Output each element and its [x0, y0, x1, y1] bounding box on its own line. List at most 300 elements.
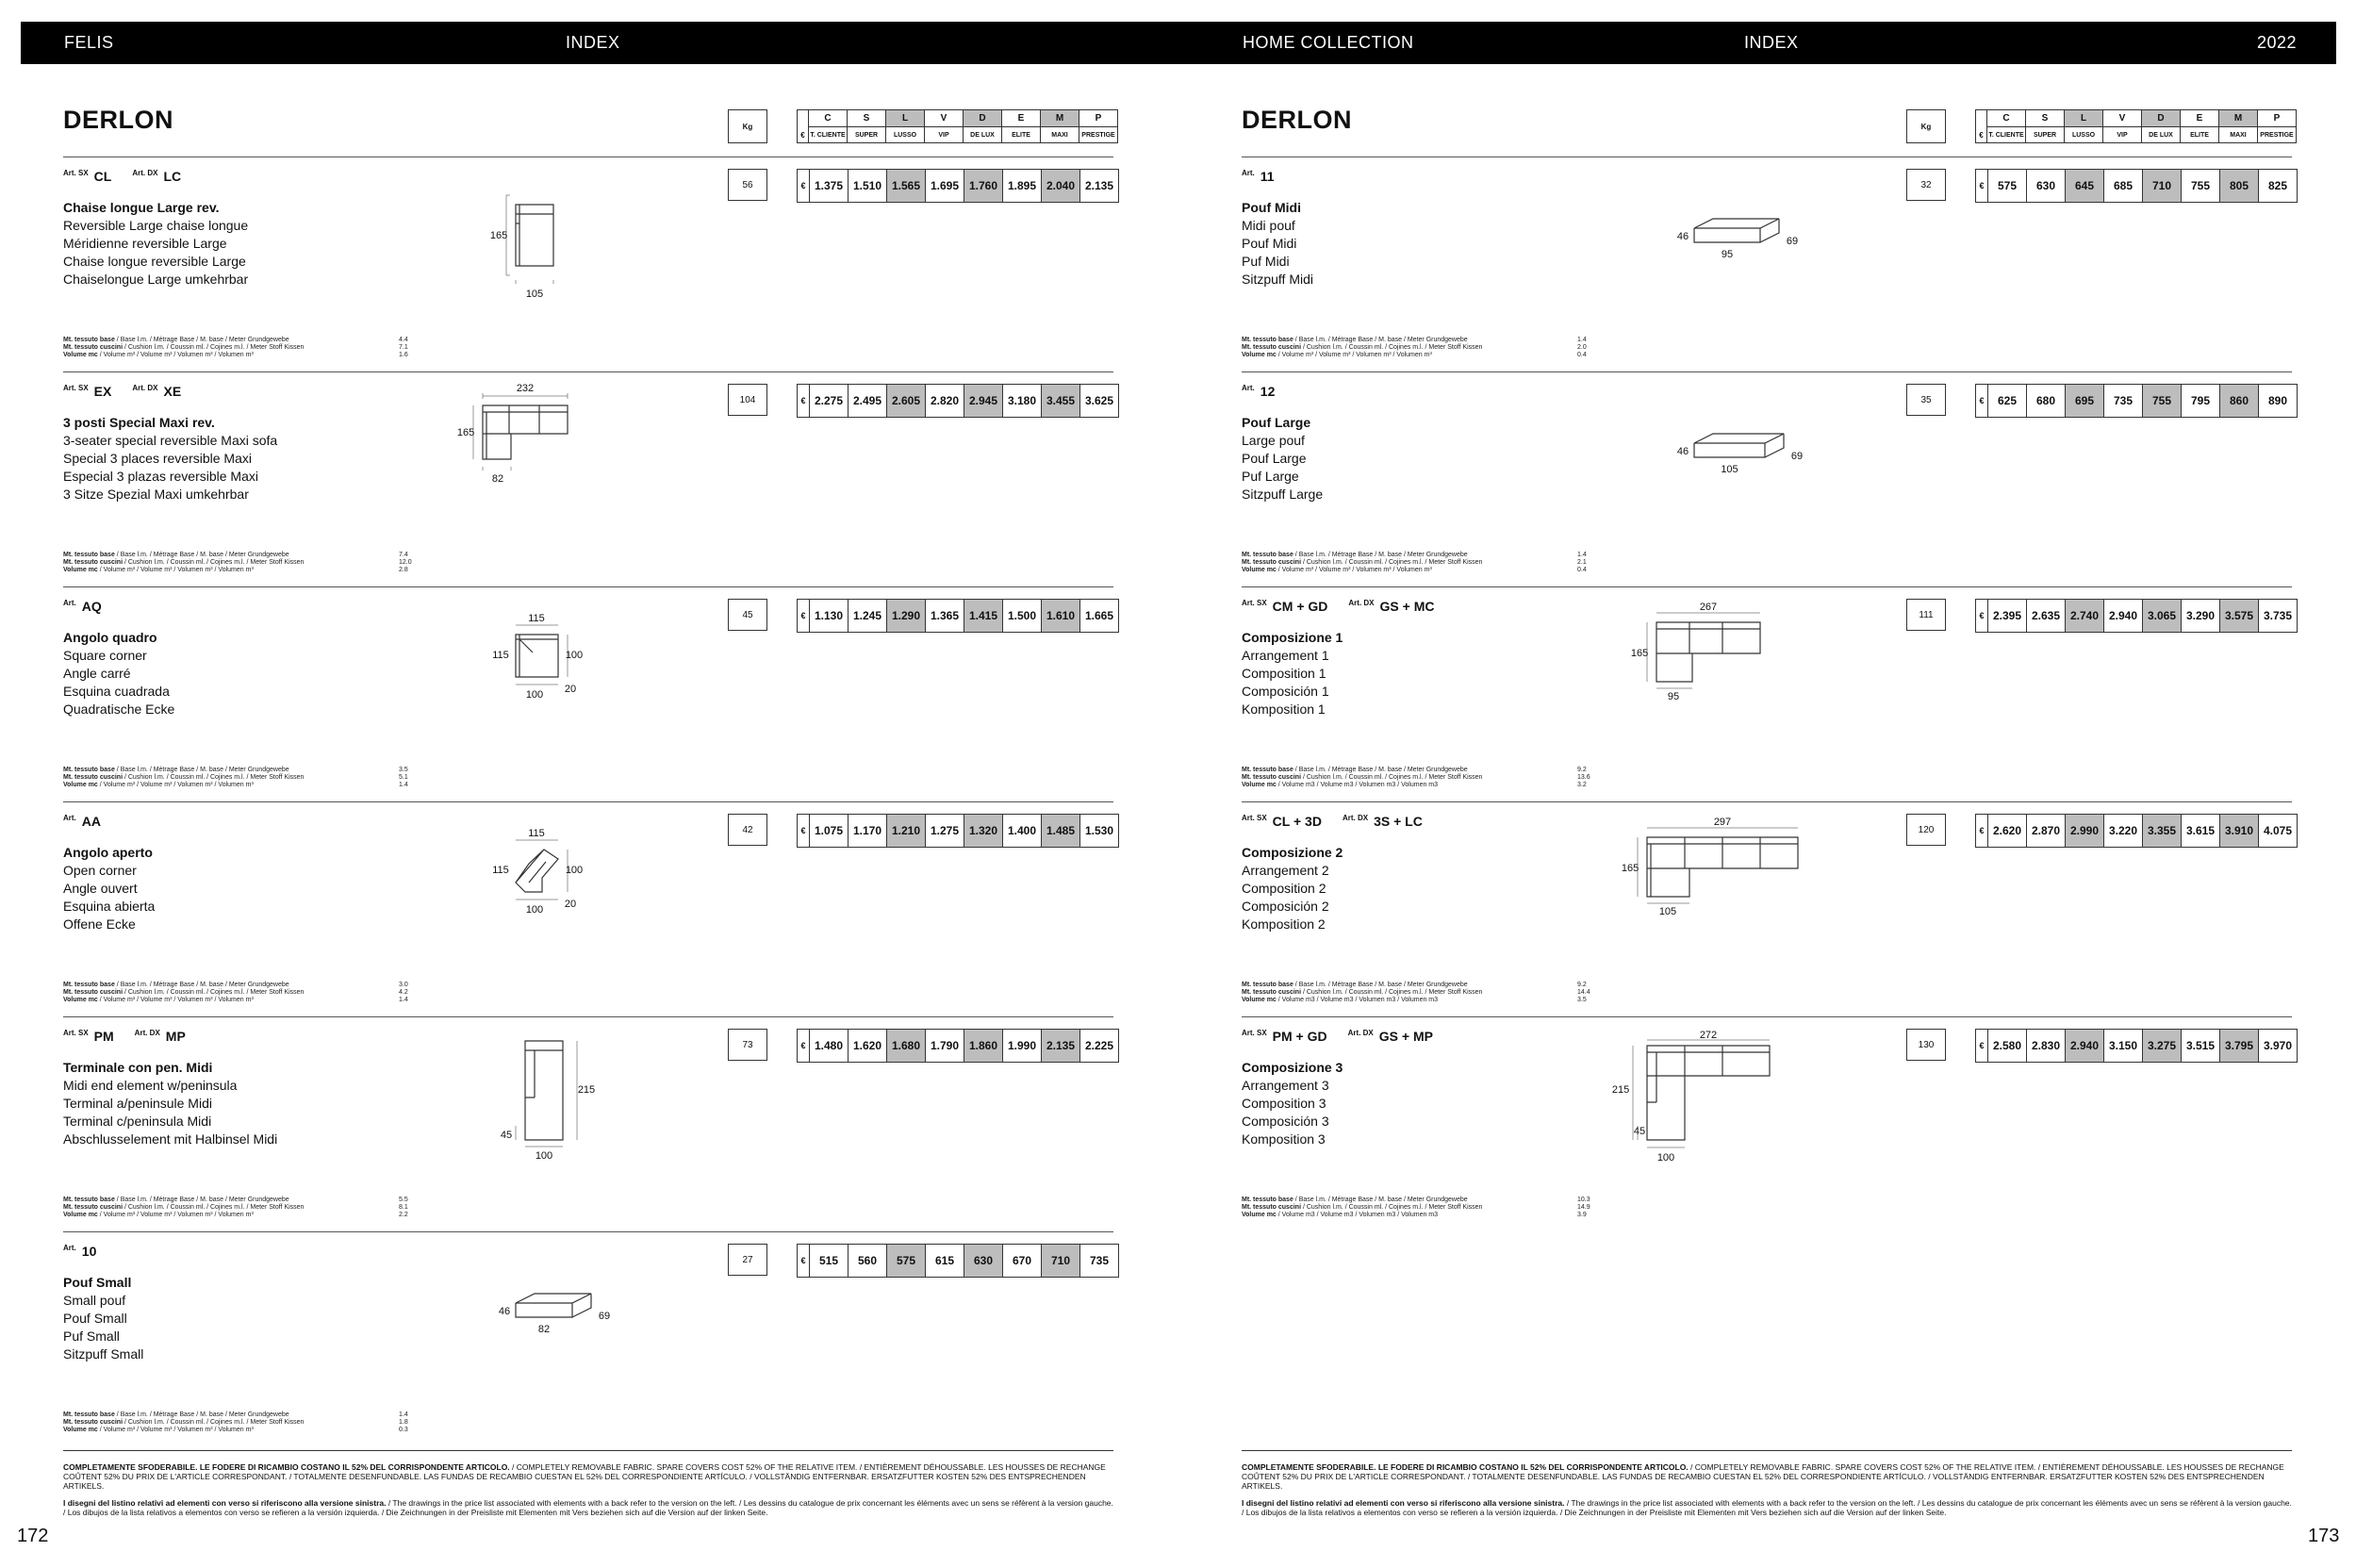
- dimension-label: 105: [1721, 464, 1738, 475]
- fabric-label: Mt. tessuto base / Base l.m. / Métrage Base / M. base / Meter Grundgewebe: [63, 337, 289, 343]
- price-row: [797, 1244, 1119, 1278]
- fabric-label: Mt. tessuto base / Base l.m. / Métrage Base / M. base / Meter Grundgewebe: [63, 1197, 289, 1203]
- product-drawing: [1621, 817, 1817, 949]
- price-c: 625: [1988, 385, 2027, 417]
- euro-sign: €: [798, 1030, 810, 1062]
- fabric-value: 10.3: [1577, 1197, 1590, 1203]
- product-drawing: [497, 1032, 610, 1173]
- product-translation: Esquina abierta: [63, 899, 156, 914]
- fabric-value: 0.4: [1577, 567, 1587, 573]
- fabric-value: 1.8: [399, 1419, 408, 1426]
- price-l: 1.290: [887, 600, 926, 632]
- right-index-label: INDEX: [1744, 33, 1799, 52]
- price-row: [1975, 814, 2298, 848]
- price-e: 3.615: [2182, 815, 2220, 847]
- dimension-label: 69: [1786, 236, 1799, 247]
- tier-header-s: S SUPER: [2026, 110, 2065, 142]
- weight-kg: 111: [1906, 599, 1946, 631]
- price-p: 1.530: [1084, 824, 1114, 837]
- weight-kg: 35: [1906, 384, 1946, 416]
- price-v: 615: [926, 1245, 964, 1277]
- fabric-label: Mt. tessuto base / Base l.m. / Métrage Base / M. base / Meter Grundgewebe: [1242, 1197, 1468, 1203]
- article-code: 12: [1260, 384, 1276, 399]
- product-drawing: [1675, 195, 1817, 289]
- price-e: 1.895: [1003, 170, 1042, 202]
- product-row: [63, 1016, 1113, 1232]
- product-translation: Composición 1: [1242, 684, 1329, 699]
- article-label: Art. SX: [63, 1029, 89, 1037]
- fabric-label: Mt. tessuto cuscini / Cushion l.m. / Coussin ml. / Cojines m.l. / Meter Stoff Kissen: [63, 1419, 305, 1426]
- product-row: [1242, 157, 2292, 372]
- drawings-note: I disegni del listino relativi ad elementi con verso si riferiscono alla versione sinistra. / The drawings in the price list associated with elements with a back refer to the version on the left. / Les dessins du catalogue de prix concernant les éléments avec un sens se réfèrent à la version gauche. / Los dibujos de la lista relativos a elementos con verso se refieren a la versión izquierda. / Die Zeichnungen in der Preisliste mit Elementen mit Vers beziehen sich auf die Version auf der linken Seite.: [63, 1498, 1113, 1517]
- fabric-label: Mt. tessuto base / Base l.m. / Métrage Base / M. base / Meter Grundgewebe: [1242, 552, 1468, 558]
- product-names: [63, 199, 248, 289]
- price-d: 1.415: [964, 600, 1003, 632]
- article-code: AA: [81, 814, 102, 829]
- article-codes: [63, 384, 202, 399]
- product-row: [63, 1231, 1113, 1447]
- fabric-value: 9.2: [1577, 767, 1587, 773]
- weight-kg: 120: [1906, 814, 1946, 846]
- price-row: [797, 599, 1119, 633]
- fabric-value: 1.4: [1577, 552, 1587, 558]
- dimension-label: 46: [1676, 446, 1689, 457]
- price-m: 2.135: [1042, 1030, 1080, 1062]
- price-e: 795: [2182, 385, 2220, 417]
- dimension-label: 115: [528, 828, 545, 839]
- tier-header-p: P PRESTIGE: [2258, 110, 2296, 142]
- product-name: Composizione 2: [1242, 845, 1343, 860]
- weight-kg: 27: [728, 1244, 767, 1276]
- kg-column-header: Kg: [728, 109, 767, 143]
- product-translation: Komposition 1: [1242, 701, 1326, 717]
- fabric-value: 5.1: [399, 774, 408, 781]
- dimension-label: 45: [500, 1130, 513, 1141]
- product-names: [1242, 1059, 1343, 1148]
- weight-kg: 42: [728, 814, 767, 846]
- article-code: CL: [93, 169, 112, 184]
- tier-header-p: P PRESTIGE: [1079, 110, 1117, 142]
- price-row: [797, 384, 1119, 418]
- price-s: 1.170: [848, 815, 887, 847]
- price-v: 2.820: [926, 385, 964, 417]
- fabric-value: 8.1: [399, 1204, 408, 1211]
- fabric-value: 3.5: [399, 767, 408, 773]
- product-translation: Puf Large: [1242, 469, 1299, 484]
- article-code: AQ: [81, 599, 102, 614]
- product-translation: Large pouf: [1242, 433, 1305, 448]
- article-code: CM + GD: [1272, 599, 1328, 614]
- price-row: [797, 169, 1119, 203]
- dimension-label: 215: [1611, 1084, 1630, 1096]
- price-l: 1.565: [887, 170, 926, 202]
- removable-note: COMPLETAMENTE SFODERABILE. LE FODERE DI RICAMBIO COSTANO IL 52% DEL CORRISPONDENTE ARTICOLO. / COMPLETELY REMOVABLE FABRIC. SPARE COVERS COST 52% OF THE RELATIVE ITEM. / ENTIÈREMENT DÉHOUSSABLE. LES HOUSSES DE RECHANGE COÛTENT 52% DU PRIX DE L'ARTICLE CORRESPONDANT. / TOTALMENTE DESENFUNDABLE. LAS FUNDAS DE RECAMBIO CUESTAN EL 52% DEL CORRESPONDIENTE ARTÍCULO. / VOLLSTÄNDIG ENTFERNBAR. ERSATZFUTTER KOSTEN 52% DES ENTSPRECHENDEN ARTIKELS.: [63, 1462, 1106, 1491]
- euro-header: €: [798, 110, 809, 142]
- price-v: 3.220: [2104, 815, 2143, 847]
- product-translation: Square corner: [63, 648, 147, 663]
- product-names: [1242, 414, 1323, 503]
- price-v: 735: [2104, 385, 2143, 417]
- article-code: 10: [81, 1244, 97, 1259]
- price-row: [1975, 1029, 2298, 1063]
- tier-header-l: L LUSSO: [886, 110, 925, 142]
- article-label: Art. SX: [1242, 1029, 1267, 1037]
- price-e: 3.180: [1003, 385, 1042, 417]
- price-d: 710: [2143, 170, 2182, 202]
- series-title: DERLON: [63, 106, 173, 134]
- price-p: 3.625: [1084, 394, 1114, 407]
- price-tier-header: [1975, 109, 2297, 143]
- price-l: 695: [2066, 385, 2104, 417]
- article-codes: [63, 814, 122, 829]
- fabric-value: 13.6: [1577, 774, 1590, 781]
- fabric-value: 3.2: [1577, 782, 1587, 788]
- price-l: 1.680: [887, 1030, 926, 1062]
- fabric-label: Mt. tessuto base / Base l.m. / Métrage Base / M. base / Meter Grundgewebe: [63, 982, 289, 988]
- dimension-label: 215: [577, 1084, 596, 1096]
- price-m: 805: [2220, 170, 2259, 202]
- price-d: 1.860: [964, 1030, 1003, 1062]
- fabric-label: Mt. tessuto cuscini / Cushion l.m. / Coussin ml. / Cojines m.l. / Meter Stoff Kissen: [1242, 1204, 1483, 1211]
- price-s: 1.620: [848, 1030, 887, 1062]
- price-e: 1.990: [1003, 1030, 1042, 1062]
- product-translation: Arrangement 1: [1242, 648, 1329, 663]
- dimension-label: 95: [1667, 691, 1680, 702]
- dimension-label: 100: [565, 865, 584, 876]
- price-m: 3.575: [2220, 600, 2259, 632]
- dimension-label: 100: [525, 689, 544, 701]
- price-p: 3.970: [2263, 1039, 2293, 1052]
- product-translation: Pouf Midi: [1242, 236, 1297, 251]
- article-codes: [63, 169, 202, 184]
- fabric-label: Mt. tessuto cuscini / Cushion l.m. / Coussin ml. / Cojines m.l. / Meter Stoff Kissen: [63, 774, 305, 781]
- euro-sign: €: [1976, 385, 1988, 417]
- euro-sign: €: [1976, 815, 1988, 847]
- product-name: Composizione 1: [1242, 630, 1343, 645]
- fabric-value: 1.6: [399, 352, 408, 358]
- fabric-label: Volume mc / Volume m³ / Volume m³ / Volumen m³ / Volumen m³: [63, 997, 254, 1003]
- product-name: Pouf Large: [1242, 415, 1311, 430]
- fabric-label: Volume mc / Volume m3 / Volume m3 / Volumen m3 / Volumen m3: [1242, 1212, 1439, 1218]
- price-row: [1975, 169, 2298, 203]
- article-code: CL + 3D: [1272, 814, 1322, 829]
- tier-header-c: C T. CLIENTE: [809, 110, 848, 142]
- dimension-label: 20: [564, 684, 577, 695]
- price-p: 3.735: [2263, 609, 2293, 622]
- price-d: 755: [2143, 385, 2182, 417]
- product-drawing: [487, 611, 601, 734]
- price-m: 860: [2220, 385, 2259, 417]
- price-c: 1.375: [810, 170, 848, 202]
- article-code: XE: [163, 384, 182, 399]
- price-s: 560: [848, 1245, 887, 1277]
- tier-header-c: C T. CLIENTE: [1987, 110, 2026, 142]
- fabric-label: Mt. tessuto cuscini / Cushion l.m. / Coussin ml. / Cojines m.l. / Meter Stoff Kissen: [1242, 989, 1483, 996]
- price-p: 1.665: [1084, 609, 1114, 622]
- product-name: Terminale con pen. Midi: [63, 1060, 213, 1075]
- product-translation: Chaise longue reversible Large: [63, 254, 246, 269]
- product-translation: Especial 3 plazas reversible Maxi: [63, 469, 258, 484]
- product-translation: Small pouf: [63, 1293, 126, 1308]
- removable-note: COMPLETAMENTE SFODERABILE. LE FODERE DI RICAMBIO COSTANO IL 52% DEL CORRISPONDENTE ARTICOLO. / COMPLETELY REMOVABLE FABRIC. SPARE COVERS COST 52% OF THE RELATIVE ITEM. / ENTIÈREMENT DÉHOUSSABLE. LES HOUSSES DE RECHANGE COÛTENT 52% DU PRIX DE L'ARTICLE CORRESPONDANT. / TOTALMENTE DESENFUNDABLE. LAS FUNDAS DE RECAMBIO CUESTAN EL 52% DEL CORRESPONDIENTE ARTÍCULO. / VOLLSTÄNDIG ENTFERNBAR. ERSATZFUTTER KOSTEN 52% DES ENTSPRECHENDEN ARTIKELS.: [1242, 1462, 2284, 1491]
- euro-sign: €: [798, 815, 810, 847]
- price-c: 2.620: [1988, 815, 2027, 847]
- article-label: Art. DX: [132, 384, 158, 392]
- fabric-value: 1.4: [1577, 337, 1587, 343]
- product-translation: Midi end element w/peninsula: [63, 1078, 238, 1093]
- product-translation: Terminal a/peninsule Midi: [63, 1096, 212, 1111]
- price-c: 575: [1988, 170, 2027, 202]
- product-translation: Esquina cuadrada: [63, 684, 170, 699]
- euro-sign: €: [798, 170, 810, 202]
- dimension-label: 115: [492, 650, 509, 661]
- product-names: [63, 1274, 143, 1363]
- price-d: 3.355: [2143, 815, 2182, 847]
- article-codes: [1242, 814, 1443, 829]
- product-translation: Terminal c/peninsula Midi: [63, 1114, 212, 1129]
- fabric-label: Volume mc / Volume m³ / Volume m³ / Volumen m³ / Volumen m³: [63, 1212, 254, 1218]
- fabric-value: 0.4: [1577, 352, 1587, 358]
- article-code: GS + MP: [1378, 1029, 1433, 1044]
- product-translation: Composition 2: [1242, 881, 1326, 896]
- price-v: 1.275: [926, 815, 964, 847]
- price-s: 1.510: [848, 170, 887, 202]
- euro-sign: €: [798, 385, 810, 417]
- weight-kg: 56: [728, 169, 767, 201]
- product-name: Chaise longue Large rev.: [63, 200, 220, 215]
- dimension-label: 115: [528, 613, 545, 624]
- article-codes: [1242, 1029, 1454, 1044]
- price-l: 645: [2066, 170, 2104, 202]
- article-code: 3S + LC: [1374, 814, 1423, 829]
- article-label: Art.: [1242, 384, 1255, 392]
- product-row: [63, 371, 1113, 587]
- product-name: Pouf Small: [63, 1275, 132, 1290]
- article-code: GS + MC: [1379, 599, 1435, 614]
- fabric-value: 4.4: [399, 337, 408, 343]
- price-d: 2.945: [964, 385, 1003, 417]
- price-e: 3.290: [2182, 600, 2220, 632]
- article-label: Art.: [1242, 169, 1255, 177]
- price-s: 680: [2027, 385, 2066, 417]
- article-label: Art.: [63, 599, 76, 607]
- fabric-value: 9.2: [1577, 982, 1587, 988]
- fabric-label: Volume mc / Volume m³ / Volume m³ / Volumen m³ / Volumen m³: [1242, 567, 1432, 573]
- product-translation: 3-seater special reversible Maxi sofa: [63, 433, 278, 448]
- price-p: 735: [1089, 1254, 1110, 1267]
- price-c: 1.075: [810, 815, 848, 847]
- product-name: Angolo aperto: [63, 845, 153, 860]
- price-d: 1.320: [964, 815, 1003, 847]
- tier-header-v: V VIP: [925, 110, 964, 142]
- price-c: 2.275: [810, 385, 848, 417]
- collection-label: HOME COLLECTION: [1243, 33, 1414, 52]
- fabric-label: Volume mc / Volume m³ / Volume m³ / Volumen m³ / Volumen m³: [63, 352, 254, 358]
- dimension-label: 100: [535, 1150, 553, 1162]
- tier-header-m: M MAXI: [1041, 110, 1079, 142]
- fabric-value: 14.4: [1577, 989, 1590, 996]
- article-codes: [63, 1244, 117, 1259]
- fabric-value: 2.1: [1577, 559, 1587, 566]
- fabric-value: 2.8: [399, 567, 408, 573]
- fabric-value: 3.9: [1577, 1212, 1587, 1218]
- product-drawing: [1675, 410, 1817, 504]
- price-v: 3.150: [2104, 1030, 2143, 1062]
- product-names: [63, 1059, 277, 1148]
- fabric-label: Volume mc / Volume m³ / Volume m³ / Volumen m³ / Volumen m³: [1242, 352, 1432, 358]
- fabric-label: Volume mc / Volume m³ / Volume m³ / Volumen m³ / Volumen m³: [63, 567, 254, 573]
- price-v: 2.940: [2104, 600, 2143, 632]
- tier-header-m: M MAXI: [2219, 110, 2258, 142]
- dimension-label: 165: [1621, 863, 1639, 874]
- price-p: 4.075: [2263, 824, 2293, 837]
- right-page: [1242, 64, 2354, 1535]
- price-tier-header: [797, 109, 1118, 143]
- dimension-label: 100: [525, 904, 544, 916]
- price-v: 1.695: [926, 170, 964, 202]
- tier-header-l: L LUSSO: [2065, 110, 2103, 142]
- price-p: 2.135: [1084, 179, 1114, 192]
- product-drawing: [1611, 1030, 1798, 1178]
- product-row: [63, 801, 1113, 1017]
- fabric-value: 3.0: [399, 982, 408, 988]
- article-code: LC: [163, 169, 182, 184]
- dimension-label: 232: [516, 383, 535, 394]
- price-d: 3.065: [2143, 600, 2182, 632]
- product-translation: Arrangement 2: [1242, 863, 1329, 878]
- article-label: Art.: [63, 814, 76, 822]
- price-e: 755: [2182, 170, 2220, 202]
- price-s: 2.870: [2027, 815, 2066, 847]
- product-translation: Reversible Large chaise longue: [63, 218, 249, 233]
- product-drawing: [1630, 602, 1788, 734]
- dimension-label: 46: [498, 1306, 511, 1317]
- product-row: [1242, 371, 2292, 587]
- fabric-value: 1.4: [399, 997, 408, 1003]
- article-codes: [1242, 169, 1295, 184]
- fabric-label: Mt. tessuto base / Base l.m. / Métrage Base / M. base / Meter Grundgewebe: [63, 1411, 289, 1418]
- product-drawing: [497, 1270, 629, 1364]
- product-name: 3 posti Special Maxi rev.: [63, 415, 215, 430]
- dimension-label: 165: [1630, 648, 1649, 659]
- price-s: 2.830: [2027, 1030, 2066, 1062]
- dimension-label: 82: [537, 1324, 551, 1335]
- price-m: 710: [1042, 1245, 1080, 1277]
- fabric-label: Mt. tessuto base / Base l.m. / Métrage Base / M. base / Meter Grundgewebe: [63, 552, 289, 558]
- price-v: 1.790: [926, 1030, 964, 1062]
- price-row: [1975, 599, 2298, 633]
- tier-header-d: D DE LUX: [964, 110, 1002, 142]
- fabric-label: Volume mc / Volume m³ / Volume m³ / Volumen m³ / Volumen m³: [63, 782, 254, 788]
- dimension-label: 82: [491, 473, 504, 485]
- fabric-value: 1.4: [399, 782, 408, 788]
- article-label: Art. DX: [132, 169, 158, 177]
- tier-header-e: E ELITE: [2181, 110, 2219, 142]
- tier-header-s: S SUPER: [848, 110, 886, 142]
- header-bar: [21, 22, 2336, 64]
- product-row: [63, 157, 1113, 372]
- product-translation: Chaiselongue Large umkehrbar: [63, 272, 249, 287]
- fabric-label: Mt. tessuto base / Base l.m. / Métrage Base / M. base / Meter Grundgewebe: [63, 767, 289, 773]
- euro-sign: €: [1976, 600, 1988, 632]
- fabric-label: Mt. tessuto base / Base l.m. / Métrage Base / M. base / Meter Grundgewebe: [1242, 337, 1468, 343]
- kg-column-header: Kg: [1906, 109, 1946, 143]
- article-codes: [1242, 599, 1456, 614]
- weight-kg: 130: [1906, 1029, 1946, 1061]
- page-number-right: 173: [2308, 1526, 2340, 1546]
- product-names: [1242, 844, 1343, 933]
- article-label: Art. DX: [134, 1029, 160, 1037]
- price-m: 1.610: [1042, 600, 1080, 632]
- price-s: 2.495: [848, 385, 887, 417]
- price-e: 670: [1003, 1245, 1042, 1277]
- price-e: 1.400: [1003, 815, 1042, 847]
- fabric-label: Mt. tessuto cuscini / Cushion l.m. / Coussin ml. / Cojines m.l. / Meter Stoff Kissen: [63, 989, 305, 996]
- price-m: 1.485: [1042, 815, 1080, 847]
- fabric-value: 7.4: [399, 552, 408, 558]
- price-d: 630: [964, 1245, 1003, 1277]
- fabric-value: 2.0: [1577, 344, 1587, 351]
- price-c: 515: [810, 1245, 848, 1277]
- price-c: 1.480: [810, 1030, 848, 1062]
- product-names: [63, 629, 174, 718]
- article-code: 11: [1260, 169, 1275, 184]
- weight-kg: 32: [1906, 169, 1946, 201]
- footer-notes: [1242, 1450, 2292, 1525]
- tier-header-v: V VIP: [2103, 110, 2142, 142]
- article-codes: [1242, 384, 1295, 399]
- fabric-value: 0.3: [399, 1427, 408, 1433]
- article-label: Art. DX: [1342, 814, 1369, 822]
- product-translation: Composition 3: [1242, 1096, 1326, 1111]
- fabric-label: Mt. tessuto base / Base l.m. / Métrage Base / M. base / Meter Grundgewebe: [1242, 982, 1468, 988]
- fabric-label: Mt. tessuto cuscini / Cushion l.m. / Coussin ml. / Cojines m.l. / Meter Stoff Kissen: [63, 344, 305, 351]
- page-number-left: 172: [17, 1526, 49, 1546]
- left-page: [63, 64, 1176, 1535]
- product-row: [1242, 801, 2292, 1017]
- product-row: [1242, 1016, 2292, 1232]
- fabric-label: Mt. tessuto cuscini / Cushion l.m. / Coussin ml. / Cojines m.l. / Meter Stoff Kissen: [1242, 559, 1483, 566]
- price-row: [1975, 384, 2298, 418]
- price-p: 825: [2267, 179, 2288, 192]
- fabric-label: Volume mc / Volume m3 / Volume m3 / Volumen m3 / Volumen m3: [1242, 997, 1439, 1003]
- article-label: Art. SX: [1242, 599, 1267, 607]
- product-translation: Midi pouf: [1242, 218, 1295, 233]
- price-row: [797, 814, 1119, 848]
- dimension-label: 165: [456, 427, 475, 438]
- price-row: [797, 1029, 1119, 1063]
- fabric-value: 2.2: [399, 1212, 408, 1218]
- article-code: MP: [165, 1029, 186, 1044]
- article-code: EX: [93, 384, 112, 399]
- product-translation: Sitzpuff Midi: [1242, 272, 1313, 287]
- article-label: Art. DX: [1348, 599, 1375, 607]
- price-l: 2.940: [2066, 1030, 2104, 1062]
- product-translation: Special 3 places reversible Maxi: [63, 451, 252, 466]
- article-label: Art. DX: [1347, 1029, 1374, 1037]
- fabric-label: Mt. tessuto cuscini / Cushion l.m. / Coussin ml. / Cojines m.l. / Meter Stoff Kissen: [63, 1204, 305, 1211]
- fabric-label: Volume mc / Volume m³ / Volume m³ / Volumen m³ / Volumen m³: [63, 1427, 254, 1433]
- dimension-label: 45: [1633, 1126, 1646, 1137]
- weight-kg: 73: [728, 1029, 767, 1061]
- price-p: 890: [2267, 394, 2288, 407]
- dimension-label: 165: [489, 230, 508, 241]
- price-v: 685: [2104, 170, 2143, 202]
- fabric-label: Mt. tessuto cuscini / Cushion l.m. / Coussin ml. / Cojines m.l. / Meter Stoff Kissen: [63, 559, 305, 566]
- price-d: 1.760: [964, 170, 1003, 202]
- fabric-value: 14.9: [1577, 1204, 1590, 1211]
- price-l: 2.990: [2066, 815, 2104, 847]
